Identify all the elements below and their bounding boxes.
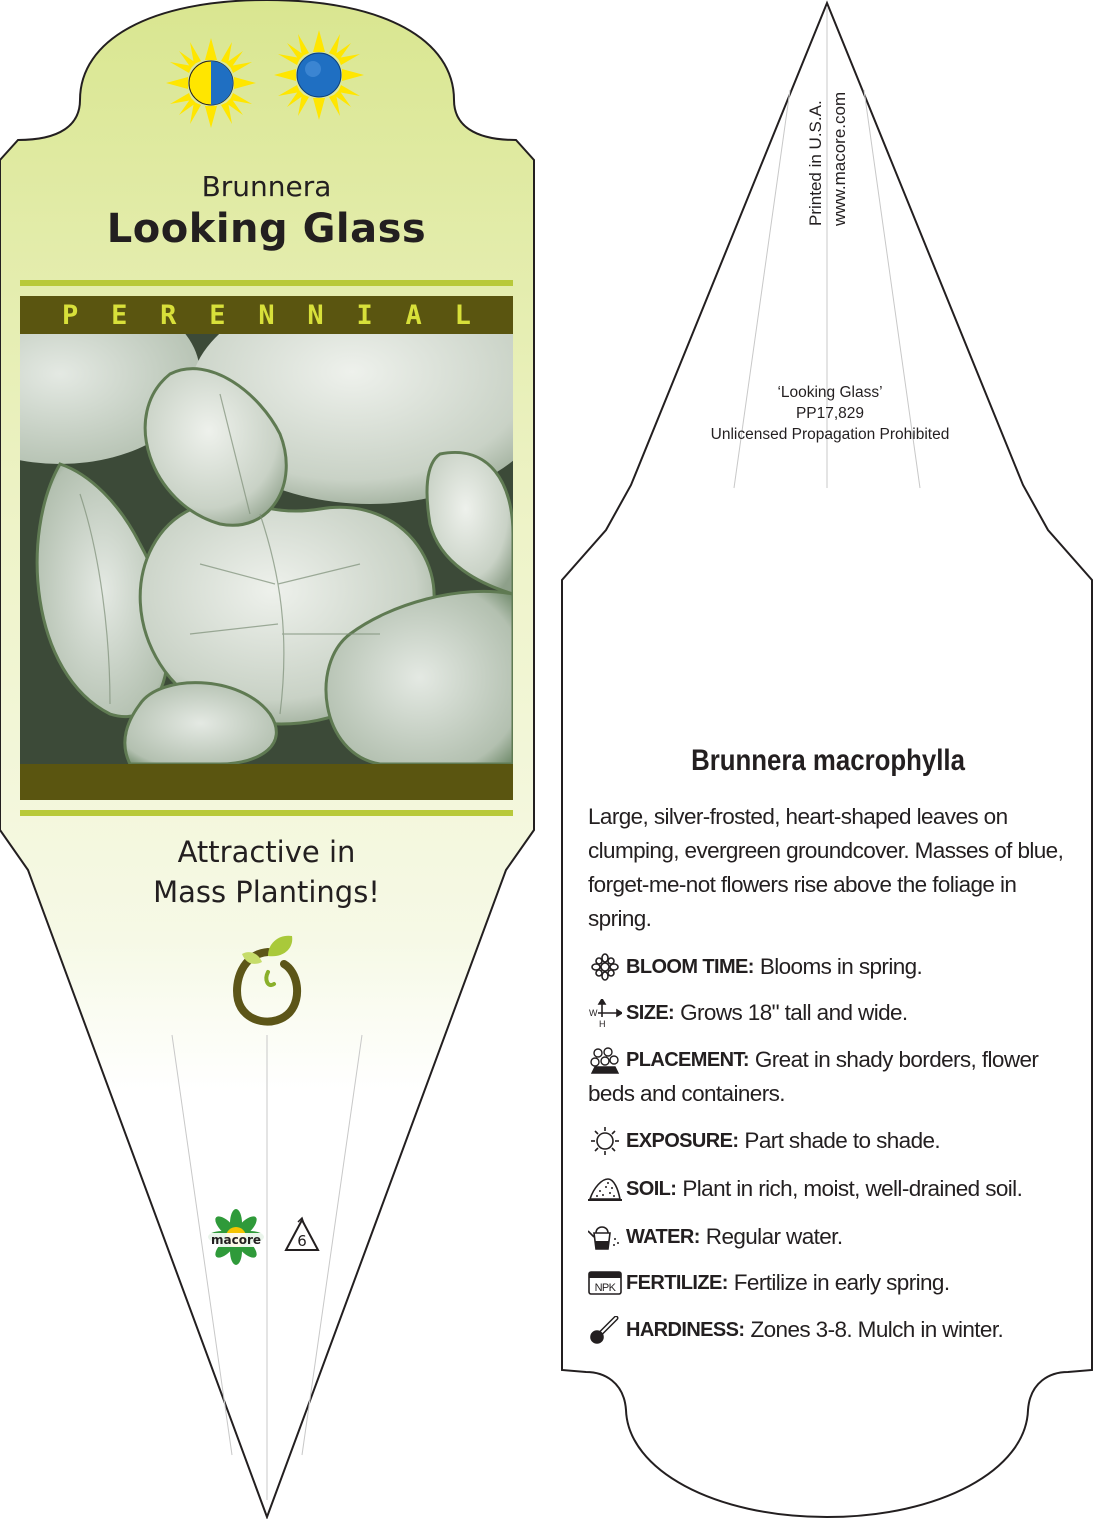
printed-in: Printed in U.S.A. (806, 100, 825, 226)
attribute-value: Great in shady borders, flower (754, 1047, 1039, 1072)
species-name: Brunnera macrophylla (691, 744, 965, 777)
category-letter: E (111, 299, 128, 331)
description-line: forget-me-not flowers rise above the foliage in (588, 872, 1017, 897)
attribute-value: Regular water. (705, 1224, 843, 1249)
category-letter: N (258, 299, 275, 331)
tagline (20, 832, 513, 912)
category-letter: R (160, 299, 177, 331)
part-sun-icon (166, 38, 256, 128)
attribute-bloom-time (588, 950, 1058, 984)
tagline-line: Mass Plantings! (153, 875, 380, 909)
category-letter: N (307, 299, 324, 331)
category-letter: L (454, 299, 471, 331)
attribute-water (588, 1220, 1058, 1254)
thermometer-icon (588, 1316, 622, 1344)
plant-photo (20, 334, 513, 764)
attribute-size (588, 996, 1058, 1030)
category-letter: P (62, 299, 79, 331)
attribute-label: BLOOM TIME: (626, 956, 754, 978)
category-letter: A (405, 299, 422, 331)
attribute-label: FERTILIZE: (626, 1272, 728, 1294)
attribute-label: PLACEMENT: (626, 1049, 749, 1071)
website[interactable]: www.macore.com (830, 91, 849, 226)
patent-number: PP17,829 (795, 405, 865, 422)
description-line: spring. (588, 906, 652, 931)
attribute-soil (588, 1172, 1058, 1206)
size-icon-w: W (589, 1008, 597, 1018)
full-shade-icon (274, 30, 364, 120)
size-icon-h: H (599, 1019, 605, 1027)
attribute-exposure (588, 1124, 1058, 1158)
macore-logo-text: macore (210, 1233, 262, 1247)
divider (20, 810, 513, 816)
size-icon (588, 999, 622, 1027)
attribute-value: Part shade to shade. (744, 1128, 941, 1153)
attribute-fertilize (588, 1266, 1058, 1300)
photo-footer-bar (20, 764, 513, 800)
attribute-value: Blooms in spring. (759, 954, 923, 979)
attribute-label: WATER: (626, 1226, 700, 1248)
patent-warning: Unlicensed Propagation Prohibited (710, 426, 950, 443)
plant-description (588, 800, 1064, 936)
attribute-value-continued: beds and containers. (588, 1081, 785, 1106)
npk-icon (588, 1269, 622, 1297)
attribute-value: Plant in rich, moist, well-drained soil. (682, 1176, 1023, 1201)
description-line: clumping, evergreen groundcover. Masses of blue, (588, 838, 1064, 863)
recycle-icon (282, 1216, 322, 1256)
placement-icon (588, 1046, 622, 1074)
soil-icon (588, 1175, 622, 1203)
patent-name: ‘Looking Glass’ (777, 384, 883, 401)
npk-icon-text: NPK (594, 1282, 616, 1294)
macore-logo-icon (206, 1207, 266, 1273)
plant-genus: Brunnera (201, 170, 332, 203)
divider (20, 280, 513, 286)
category-letter: I (356, 299, 373, 331)
attribute-label: HARDINESS: (626, 1319, 745, 1341)
attribute-label: SOIL: (626, 1178, 677, 1200)
attribute-value: Fertilize in early spring. (733, 1270, 950, 1295)
watering-can-icon (588, 1223, 622, 1251)
attribute-hardiness (588, 1313, 1058, 1347)
sun-outline-icon (588, 1127, 622, 1155)
category-bar (20, 296, 513, 334)
attribute-value: Grows 18" tall and wide. (680, 1000, 908, 1025)
attribute-placement (588, 1043, 1058, 1111)
tagline-line: Attractive in (177, 835, 356, 869)
flower-icon (588, 953, 622, 981)
seed-leaf-logo-icon (228, 932, 306, 1032)
attribute-value: Zones 3-8. Mulch in winter. (750, 1317, 1004, 1342)
description-line: Large, silver-frosted, heart-shaped leaves on (588, 804, 1008, 829)
plant-cultivar: Looking Glass (106, 206, 427, 252)
category-letter: E (209, 299, 226, 331)
attribute-label: EXPOSURE: (626, 1130, 739, 1152)
recycle-number: 6 (297, 1232, 307, 1250)
patent-notice (640, 382, 1020, 445)
attribute-label: SIZE: (626, 1002, 675, 1024)
